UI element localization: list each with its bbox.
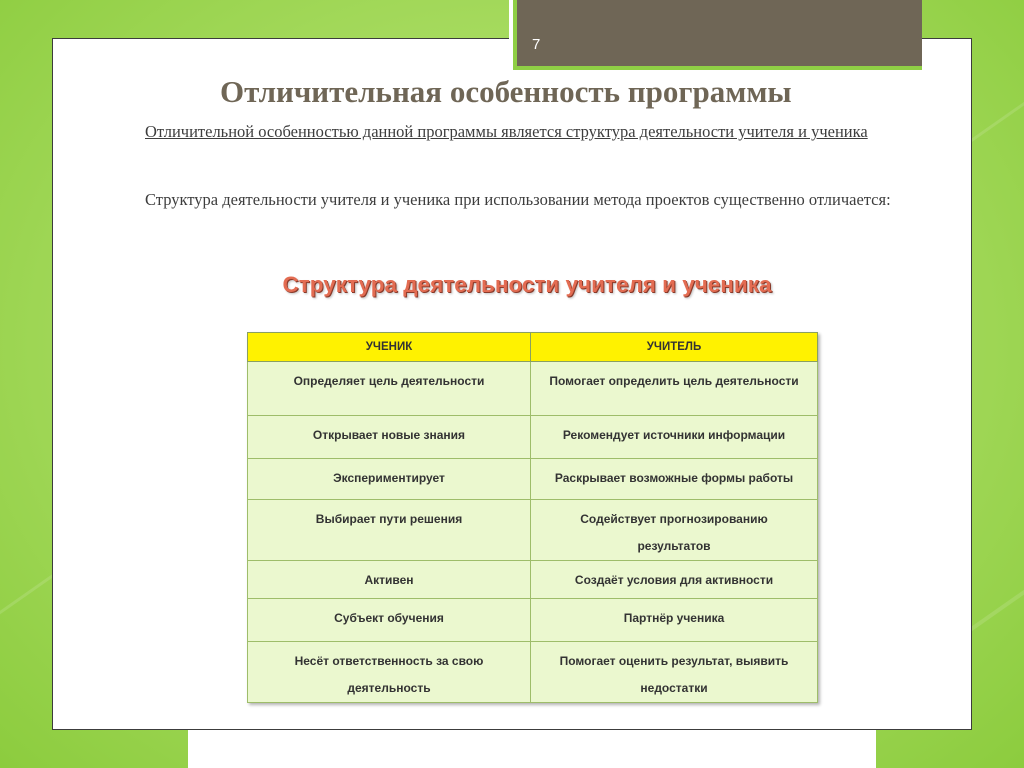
- student-cell: Активен: [248, 561, 531, 599]
- table-row: [248, 599, 818, 642]
- teacher-cell: Раскрывает возможные формы работы: [531, 459, 818, 500]
- student-cell: Субъект обучения: [248, 599, 531, 642]
- second-paragraph: Структура деятельности учителя и ученика при использовании метода проектов существенно отличается:: [145, 190, 891, 209]
- table-row: [248, 642, 818, 703]
- table-row: [248, 459, 818, 500]
- intro-paragraph: Отличительной особенностью данной программы является структура деятельности учителя и ученика: [145, 122, 868, 141]
- table-heading: Структура деятельности учителя и ученика: [282, 272, 772, 297]
- student-cell: Определяет цель деятельности: [248, 362, 531, 416]
- teacher-cell: Создаёт условия для активности: [531, 561, 818, 599]
- student-cell: Экспериментирует: [248, 459, 531, 500]
- teacher-cell: Партнёр ученика: [531, 599, 818, 642]
- table-row: [248, 561, 818, 599]
- column-header-student: УЧЕНИК: [248, 333, 531, 362]
- table-row: [248, 362, 818, 416]
- table-header-row: [248, 333, 818, 362]
- teacher-cell: Рекомендует источники информации: [531, 416, 818, 459]
- student-cell: Выбирает пути решения: [248, 500, 531, 561]
- teacher-cell: Помогает определить цель деятельности: [531, 362, 818, 416]
- table-row: [248, 500, 818, 561]
- slide-bottom-tab: [188, 729, 876, 768]
- slide-number-box: [509, 0, 922, 76]
- activity-structure-table: [247, 332, 818, 703]
- student-cell: Открывает новые знания: [248, 416, 531, 459]
- slide-title: Отличительная особенность программы: [220, 74, 792, 109]
- table-row: [248, 416, 818, 459]
- student-cell: Несёт ответственность за свою деятельность: [248, 642, 531, 703]
- teacher-cell: Содействует прогнозированию результатов: [531, 500, 818, 561]
- slide-number: 7: [532, 36, 541, 53]
- column-header-teacher: УЧИТЕЛЬ: [531, 333, 818, 362]
- teacher-cell: Помогает оценить результат, выявить недостатки: [531, 642, 818, 703]
